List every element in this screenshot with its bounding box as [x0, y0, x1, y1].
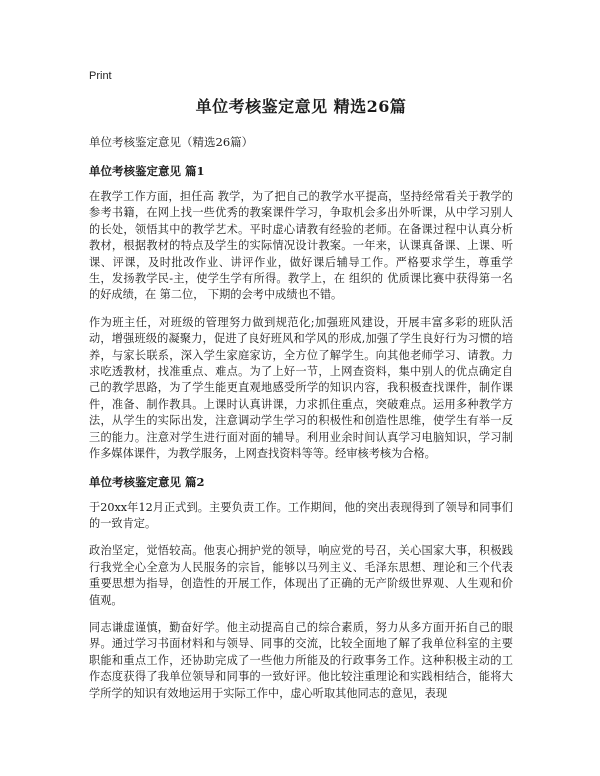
section-heading-2: 单位考核鉴定意见 篇2: [89, 474, 205, 489]
document-subtitle: 单位考核鉴定意见（精选26篇）: [89, 135, 254, 149]
section-2-paragraph-2: 政治坚定，觉悟较高。他衷心拥护党的领导，响应党的号召，关心国家大事，积极践行我党全心全意为人民服务的宗旨，能够以马列主义、毛泽东思想、理论和三个代表重要思想为指导，创造性的开展工作，体现出了正确的无产阶级世界观、人生观和价值观。: [89, 544, 513, 607]
document-title: 单位考核鉴定意见 精选26篇: [195, 97, 407, 116]
section-heading-1: 单位考核鉴定意见 篇1: [89, 164, 205, 178]
section-1-paragraph-1: 在教学工作方面，担任高 教学，为了把自己的教学水平提高，坚持经常看关于教学的参考书籍，在网上找一些优秀的教案课件学习，争取机会多出外听课，从中学习别人的长处，领悟其中的教学艺术。平时虚心请教有经验的老师。在备课过程中认真分析教材，根据教材的特点及学生的实际情况设计教案。一年来，认课真备课、上课、听课、评课，及时批改作业、讲评作业，做好课后辅导工作。严格要求学生，尊重学生，发扬教学民-主，使学生学有所得。教学上，在 组织的 优质课比赛中获得第一名的好成绩，在 第二位， 下期的会考中成绩也不错。: [89, 190, 513, 302]
print-link[interactable]: Print: [89, 70, 112, 82]
section-1-paragraph-2: 作为班主任，对班级的管理努力做到规范化;加强班风建设，开展丰富多彩的班队活动，增强班级的凝聚力，促进了良好班风和学风的形成,加强了学生良好行为习惯的培养，与家长联系，深入学生家庭家访，全方位了解学生。向其他老师学习、请教。力求吃透教材，找准重点、难点。为了上好一节，上网查资料，集中别人的优点确定自己的教学思路，为了学生能更直观地感受所学的知识内容，我积极查找课件，制作课件，准备、制作教具。上课时认真讲课，力求抓住重点，突破难点。运用多种教学方法，从学生的实际出发，注意调动学生学习的积极性和创造性思维，使学生有举一反三的能力。注意对学生进行面对面的辅导。利用业余时间认真学习电脑知识，学习制作多媒体课件，为教学服务，上网查找资料等等。经审核考核为合格。: [89, 315, 513, 461]
document-content: [89, 96, 513, 713]
section-2-paragraph-1: 于20xx年12月正式到。主要负责工作。工作期间，他的突出表现得到了领导和同事们的一致肯定。: [89, 500, 513, 530]
section-2-paragraph-3: 同志谦虚谨慎，勤奋好学。他主动提高自己的综合素质，努力从多方面开拓自己的眼界。通过学习书面材料和与领导、同事的交流，比较全面地了解了我单位科室的主要职能和重点工作，还协助完成了一些他力所能及的行政事务工作。这种积极主动的工作态度获得了我单位领导和同事的一致好评。他比较注重理论和实践相结合，能将大学所学的知识有效地运用于实际工作中，虚心听取其他同志的意见，表现: [89, 620, 513, 700]
